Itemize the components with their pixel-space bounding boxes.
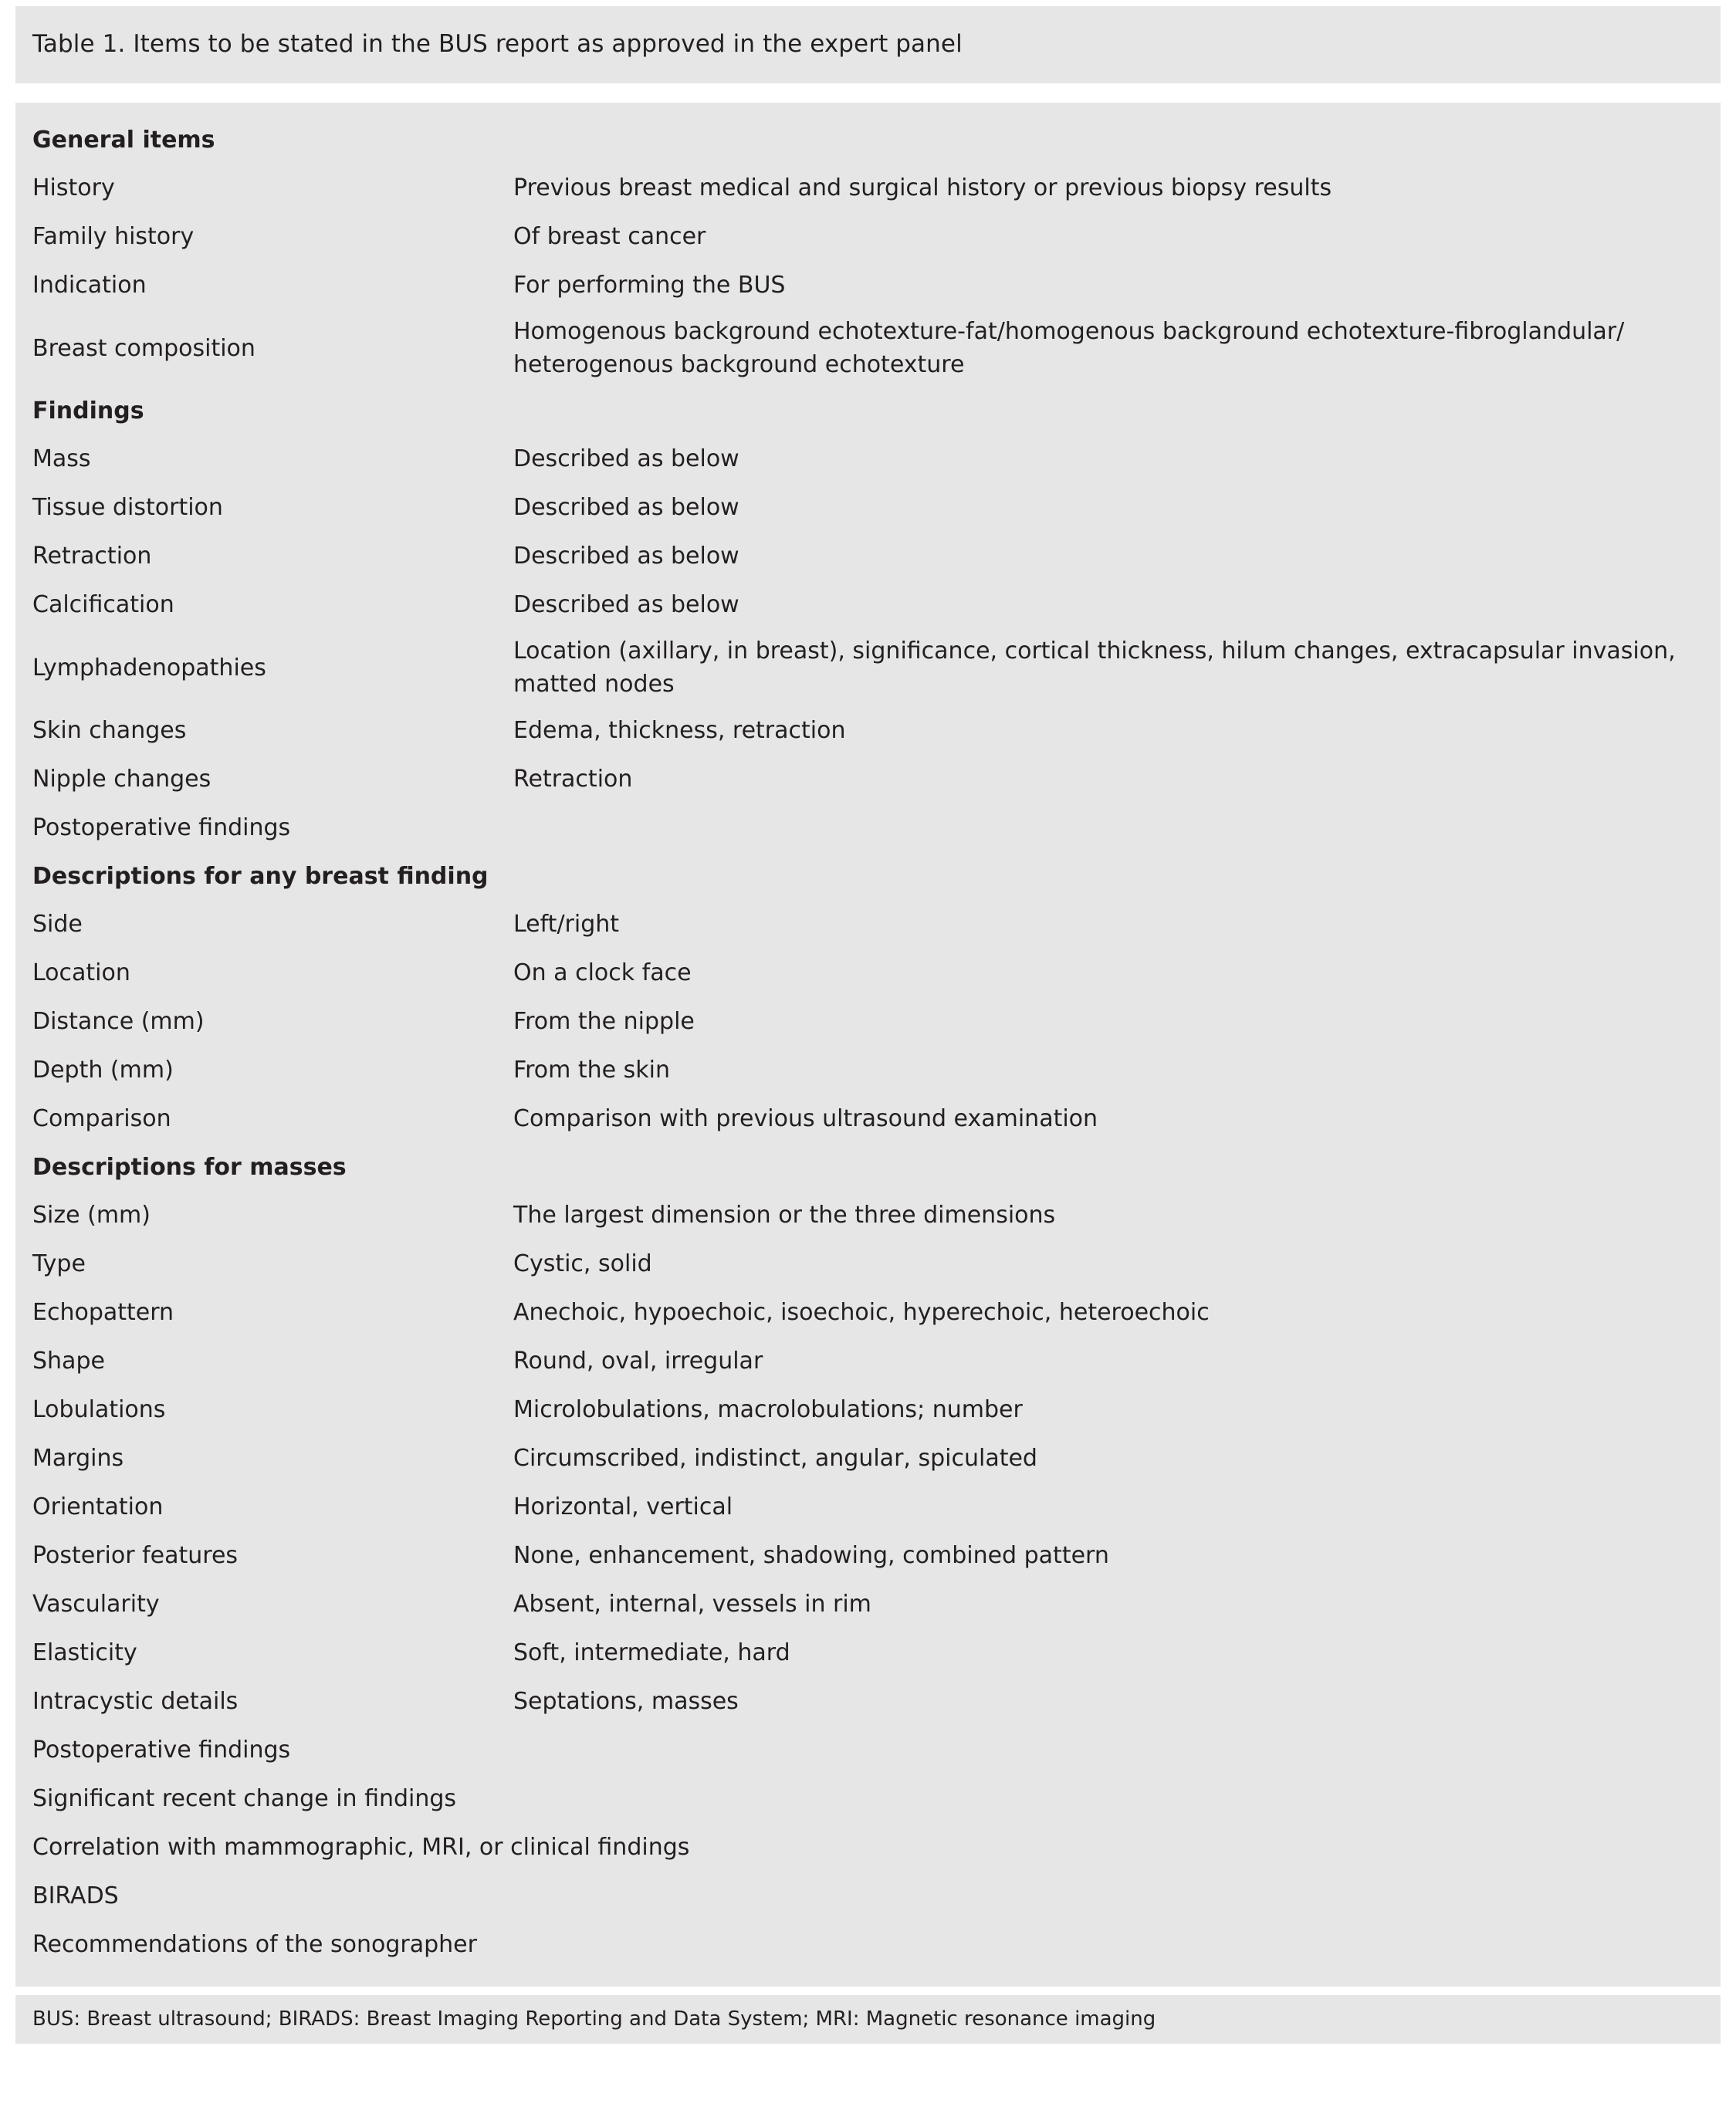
row-value [513, 1144, 1704, 1192]
section-header-label: General items [32, 126, 215, 154]
table-row [32, 1435, 1704, 1483]
items-table [32, 117, 1704, 1970]
table-row [32, 533, 1704, 581]
row-label: Lymphadenopathies [32, 654, 266, 681]
table-row [32, 998, 1704, 1047]
row-value: Described as below [513, 591, 739, 619]
row-label: Distance (mm) [32, 1008, 205, 1036]
table-row [32, 804, 1704, 853]
row-value: Described as below [513, 445, 739, 473]
row-label: Elasticity [32, 1639, 137, 1667]
table-row [32, 1678, 1704, 1727]
row-value: Cystic, solid [513, 1250, 652, 1278]
row-value [513, 853, 1704, 901]
row-value [513, 117, 1704, 164]
body-footnote-divider [15, 1987, 1721, 1995]
section-header-label: Descriptions for masses [32, 1153, 347, 1181]
row-label: Nipple changes [32, 766, 212, 793]
row-label: Size (mm) [32, 1202, 151, 1229]
table-row [32, 262, 1704, 310]
row-value: Retraction [513, 766, 633, 793]
table-row [32, 1532, 1704, 1581]
row-value: Of breast cancer [513, 223, 706, 251]
row-label: Location [32, 959, 130, 987]
section-header-row [32, 1144, 1704, 1192]
row-value: Absent, internal, vessels in rim [513, 1591, 871, 1618]
table-footnote: BUS: Breast ultrasound; BIRADS: Breast Imaging Reporting and Data System; MRI: Magnetic resonance imaging [32, 2007, 1156, 2031]
row-label: Skin changes [32, 717, 187, 745]
table-row [32, 1240, 1704, 1289]
table-row [32, 949, 1704, 998]
section-header-row [32, 853, 1704, 901]
table-row [32, 901, 1704, 949]
row-value: From the skin [513, 1057, 670, 1084]
table-row [32, 1872, 1704, 1921]
row-label: Indication [32, 272, 147, 299]
row-label: Orientation [32, 1493, 164, 1521]
row-label: Echopattern [32, 1299, 174, 1327]
table-row [32, 1338, 1704, 1386]
row-value: Homogenous background echotexture-fat/homogenous background echotexture-fibroglandular/ heterogenous background echotexture [513, 318, 1625, 378]
row-label: Shape [32, 1348, 105, 1375]
row-value: Soft, intermediate, hard [513, 1639, 790, 1667]
row-label: Calcification [32, 591, 174, 619]
row-value: Comparison with previous ultrasound examination [513, 1105, 1098, 1133]
row-label: Family history [32, 223, 195, 251]
row-label: Mass [32, 445, 91, 473]
row-value: Horizontal, vertical [513, 1493, 733, 1521]
row-value: Circumscribed, indistinct, angular, spiculated [513, 1445, 1037, 1473]
row-label: Significant recent change in findings [32, 1785, 457, 1813]
table-row [32, 1727, 1704, 1775]
row-label: Posterior features [32, 1542, 239, 1570]
section-header-label: Findings [32, 397, 144, 424]
row-value: For performing the BUS [513, 272, 786, 299]
row-label: Lobulations [32, 1396, 166, 1424]
row-value: Location (axillary, in breast), significance, cortical thickness, hilum changes, extracapsular invasion, matted nodes [513, 638, 1676, 698]
table-row [32, 1824, 1704, 1872]
row-value [513, 387, 1704, 435]
table-row [32, 1581, 1704, 1629]
table-row [32, 1921, 1704, 1970]
row-label: Side [32, 911, 83, 939]
table-row [32, 707, 1704, 756]
table-row [32, 1289, 1704, 1338]
row-value: Described as below [513, 494, 739, 522]
row-label: History [32, 174, 115, 202]
row-label: Comparison [32, 1105, 171, 1133]
table-row [32, 1386, 1704, 1435]
table-row [32, 164, 1704, 213]
row-label: Type [32, 1250, 86, 1278]
table-row [32, 1775, 1704, 1824]
row-value: Microlobulations, macrolobulations; number [513, 1396, 1023, 1424]
table-row [32, 581, 1704, 630]
table-row [32, 1192, 1704, 1240]
row-label: BIRADS [32, 1882, 119, 1910]
row-value: Edema, thickness, retraction [513, 717, 846, 745]
row-label: Retraction [32, 543, 152, 570]
row-value: Left/right [513, 911, 620, 939]
section-header-row [32, 387, 1704, 435]
row-value: Described as below [513, 543, 739, 570]
row-label: Breast composition [32, 334, 255, 362]
row-value: None, enhancement, shadowing, combined pattern [513, 1542, 1109, 1570]
row-label: Postoperative findings [32, 1737, 291, 1764]
table-row [32, 1483, 1704, 1532]
table-row [32, 1095, 1704, 1144]
row-label: Depth (mm) [32, 1057, 174, 1084]
table-row [32, 1047, 1704, 1095]
row-label: Correlation with mammographic, MRI, or clinical findings [32, 1834, 690, 1862]
row-label: Intracystic details [32, 1688, 239, 1716]
table-footnote-band [15, 1995, 1721, 2044]
row-label: Margins [32, 1445, 124, 1473]
table-body-band [15, 103, 1721, 1987]
items-table-body [32, 117, 1704, 1970]
row-value: The largest dimension or the three dimensions [513, 1202, 1056, 1229]
table-row [32, 756, 1704, 804]
row-value: Septations, masses [513, 1688, 739, 1716]
section-header-row [32, 117, 1704, 164]
row-value: Anechoic, hypoechoic, isoechoic, hyperechoic, heteroechoic [513, 1299, 1210, 1327]
caption-body-divider [15, 83, 1721, 103]
table-row [32, 435, 1704, 484]
row-value: Previous breast medical and surgical history or previous biopsy results [513, 174, 1332, 202]
table-caption: Table 1. Items to be stated in the BUS report as approved in the expert panel [32, 30, 963, 59]
row-label: Recommendations of the sonographer [32, 1931, 477, 1959]
row-value: Round, oval, irregular [513, 1348, 763, 1375]
table-row [32, 310, 1704, 387]
table-row [32, 630, 1704, 707]
row-label: Tissue distortion [32, 494, 223, 522]
row-label: Vascularity [32, 1591, 160, 1618]
row-value: From the nipple [513, 1008, 695, 1036]
table-row [32, 484, 1704, 533]
row-label: Postoperative findings [32, 814, 291, 842]
table-row [32, 213, 1704, 262]
table-row [32, 1629, 1704, 1678]
row-value: On a clock face [513, 959, 692, 987]
section-header-label: Descriptions for any breast finding [32, 862, 489, 890]
table-caption-band [15, 6, 1721, 83]
